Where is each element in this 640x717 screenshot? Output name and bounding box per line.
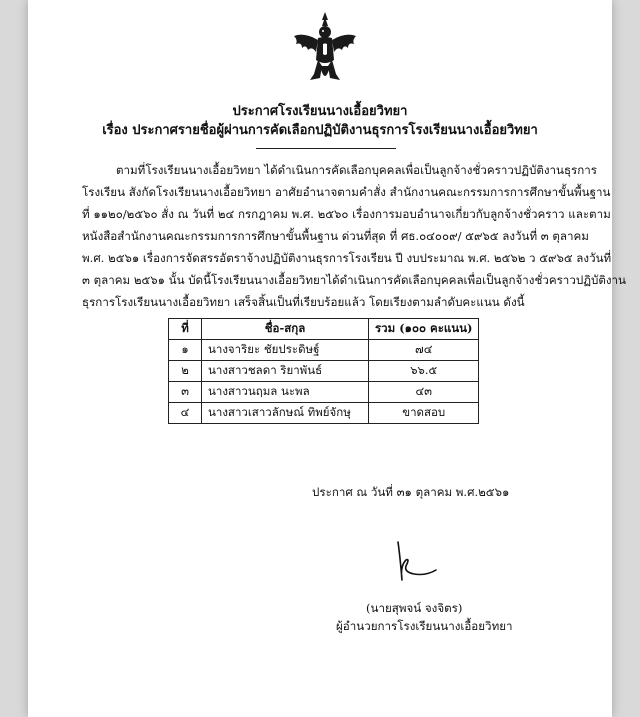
row-score: ขาดสอบ bbox=[369, 403, 479, 424]
body-line-1: ตามที่โรงเรียนนางเอื้อยวิทยา ได้ดำเนินการคัดเลือกบุคคลเพื่อเป็นลูกจ้างชั่วคราวปฏิบัติงานธุรการ bbox=[116, 163, 598, 177]
announcement-subject: เรื่อง ประกาศรายชื่อผู้ผ่านการคัดเลือกปฏิบัติงานธุรการโรงเรียนนางเอื้อยวิทยา bbox=[102, 123, 538, 138]
table-row bbox=[169, 340, 479, 361]
row-name: นางจาริยะ ชัยประดิษฐ์ bbox=[202, 340, 369, 361]
table-header-row bbox=[169, 319, 479, 340]
body-line-5: พ.ศ. ๒๕๖๑ เรื่องการจัดสรรอัตราจ้างปฏิบัติงานธุรการโรงเรียน ปี งบประมาณ พ.ศ. ๒๕๖๒ ว ๕๙๖๕ ลงวันที่ bbox=[82, 251, 612, 265]
row-name: นางสาวนฤมล นะพล bbox=[202, 382, 369, 403]
signer-name: (นายสุพจน์ จงจิตร) bbox=[366, 601, 463, 615]
body-line-3: ที่ ๑๑๒๐/๒๕๖๐ สั่ง ณ วันที่ ๒๔ กรกฎาคม พ.ศ. ๒๕๖๐ เรื่องการมอบอำนาจเกี่ยวกับลูกจ้างชั่วคราว และตาม bbox=[82, 207, 611, 221]
results-table bbox=[168, 318, 479, 424]
row-name: นางสาวเสาวลักษณ์ ทิพย์จักษุ bbox=[202, 403, 369, 424]
body-line-7: ธุรการโรงเรียนนางเอื้อยวิทยา เสร็จสิ้นเป็นที่เรียบร้อยแล้ว โดยเรียงตามลำดับคะแนน ดังนี้ bbox=[82, 295, 525, 309]
row-score: ๖๖.๕ bbox=[369, 361, 479, 382]
table-row bbox=[169, 382, 479, 403]
row-name: นางสาวชลดา ริยาพันธ์ bbox=[202, 361, 369, 382]
title-divider bbox=[256, 148, 396, 149]
header-name: ชื่อ-สกุล bbox=[202, 319, 369, 340]
body-line-2: โรงเรียน สังกัดโรงเรียนนางเอื้อยวิทยา อาศัยอำนาจตามคำสั่ง สำนักงานคณะกรรมการการศึกษาขั้นพื้นฐาน bbox=[82, 185, 611, 199]
garuda-emblem bbox=[290, 10, 360, 88]
row-number: ๓ bbox=[169, 382, 202, 403]
signer-position: ผู้อำนวยการโรงเรียนนางเอื้อยวิทยา bbox=[336, 619, 513, 633]
announcement-title: ประกาศโรงเรียนนางเอื้อยวิทยา bbox=[232, 104, 408, 119]
row-number: ๔ bbox=[169, 403, 202, 424]
row-score: ๗๔ bbox=[369, 340, 479, 361]
row-number: ๒ bbox=[169, 361, 202, 382]
row-number: ๑ bbox=[169, 340, 202, 361]
table-row bbox=[169, 361, 479, 382]
signature bbox=[380, 536, 450, 586]
document-page bbox=[28, 0, 626, 717]
row-score: ๔๓ bbox=[369, 382, 479, 403]
header-number: ที่ bbox=[169, 319, 202, 340]
body-line-6: ๓ ตุลาคม ๒๕๖๑ นั้น บัดนี้โรงเรียนนางเอื้อยวิทยาได้ดำเนินการคัดเลือกบุคคลเพื่อเป็นลูกจ้างชั่วคราวปฏิบัติงาน bbox=[82, 273, 626, 287]
announcement-date: ประกาศ ณ วันที่ ๓๑ ตุลาคม พ.ศ.๒๕๖๑ bbox=[312, 485, 510, 499]
header-score: รวม (๑๐๐ คะแนน) bbox=[369, 319, 479, 340]
table-row bbox=[169, 403, 479, 424]
body-line-4: หนังสือสำนักงานคณะกรรมการการศึกษาขั้นพื้นฐาน ด่วนที่สุด ที่ ศธ.๐๔๐๐๙/ ๕๙๖๕ ลงวันที่ ๓ ตุลาคม bbox=[82, 229, 589, 243]
